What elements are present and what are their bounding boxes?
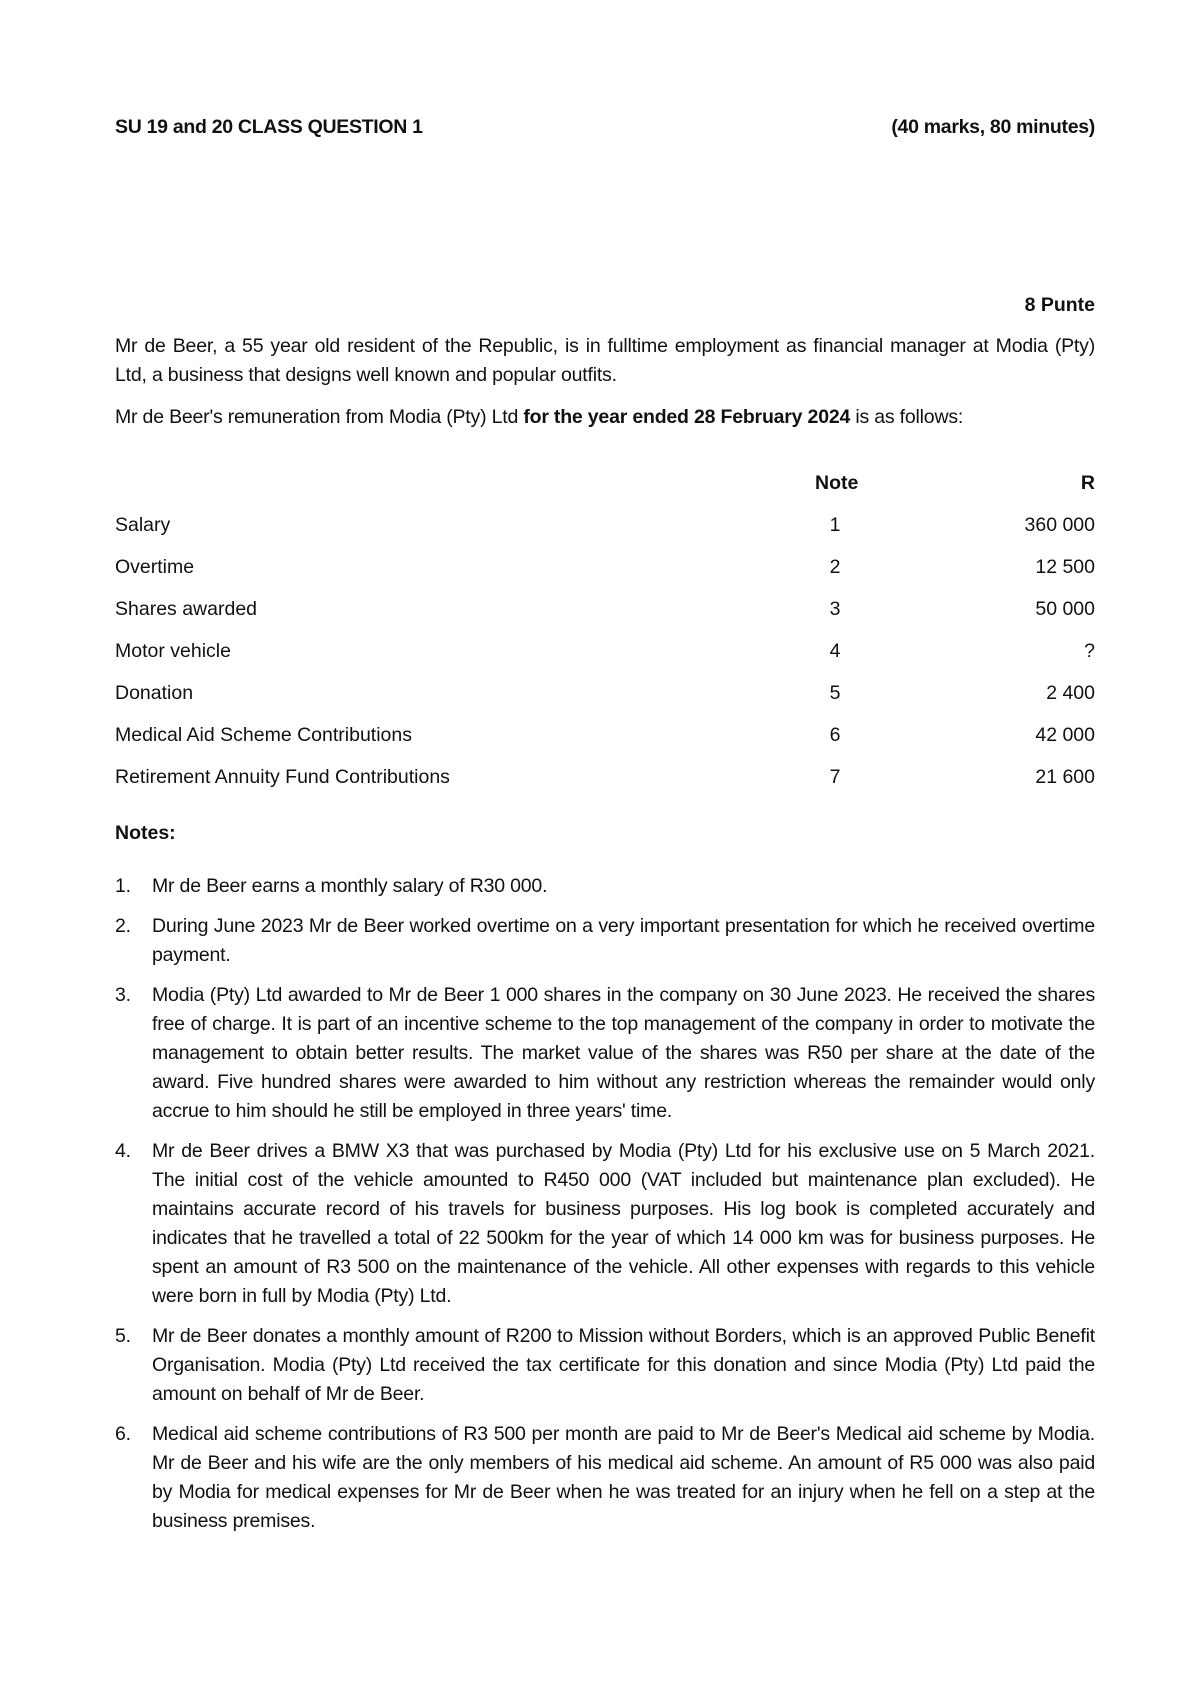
intro-paragraph: Mr de Beer, a 55 year old resident of the Republic, is in fulltime employment as financial manager at Modia (Pty) Ltd, a business that designs well known and popular outfits.	[115, 335, 1095, 386]
note-item	[115, 1420, 1095, 1536]
table-row	[115, 514, 1095, 556]
note-number: 4.	[115, 1140, 131, 1162]
row-label: Medical Aid Scheme Contributions	[115, 724, 412, 746]
remuneration-period: for the year ended 28 February 2024	[523, 406, 851, 428]
note-number: 2.	[115, 915, 131, 937]
note-number: 5.	[115, 1325, 131, 1347]
row-amount: 12 500	[1035, 556, 1095, 578]
row-note: 6	[829, 724, 841, 746]
header-note: Note	[815, 472, 859, 494]
question-title: SU 19 and 20 CLASS QUESTION 1	[115, 116, 423, 138]
note-item	[115, 981, 1095, 1126]
table-row	[115, 682, 1095, 724]
table-row	[115, 556, 1095, 598]
row-amount: 21 600	[1035, 766, 1095, 788]
question-header	[115, 116, 1095, 139]
remuneration-intro-start: Mr de Beer's remuneration from Modia (Pty) Ltd	[115, 406, 524, 428]
row-note: 1	[829, 514, 841, 536]
notes-list	[115, 872, 1095, 1547]
row-label: Retirement Annuity Fund Contributions	[115, 766, 450, 788]
row-amount: ?	[1084, 640, 1095, 662]
table-row	[115, 598, 1095, 640]
remuneration-intro	[115, 403, 1095, 432]
remuneration-intro-end: is as follows:	[850, 406, 964, 428]
table-row	[115, 766, 1095, 808]
row-amount: 360 000	[1024, 514, 1095, 536]
header-amount: R	[1080, 472, 1095, 494]
row-amount: 50 000	[1035, 598, 1095, 620]
note-number: 3.	[115, 984, 131, 1006]
row-label: Motor vehicle	[115, 640, 231, 662]
row-note: 7	[829, 766, 841, 788]
note-text: Mr de Beer donates a monthly amount of R200 to Mission without Borders, which is an approved Public Benefit Organisation. Modia (Pty) Ltd received the tax certificate for this donation and since Modia (Pty) Ltd paid the amount on behalf of Mr de Beer.	[152, 1325, 1095, 1405]
row-label: Donation	[115, 682, 194, 704]
row-label: Salary	[115, 514, 171, 536]
row-note: 5	[829, 682, 841, 704]
points-label: 8 Punte	[1024, 294, 1095, 316]
row-amount: 2 400	[1046, 682, 1095, 704]
row-note: 4	[829, 640, 841, 662]
note-item	[115, 1137, 1095, 1311]
note-number: 6.	[115, 1423, 131, 1445]
row-label: Overtime	[115, 556, 195, 578]
notes-heading: Notes:	[115, 822, 176, 844]
note-text: Modia (Pty) Ltd awarded to Mr de Beer 1 000 shares in the company on 30 June 2023. He received the shares free of charge. It is part of an incentive scheme to the top management of the company in order to motivate the management to obtain better results. The market value of the shares was R50 per share at the date of the award. Five hundred shares were awarded to him without any restriction whereas the remainder would only accrue to him should he still be employed in three years' time.	[152, 984, 1095, 1122]
note-item	[115, 872, 1095, 901]
note-item	[115, 912, 1095, 970]
row-label: Shares awarded	[115, 598, 258, 620]
note-item	[115, 1322, 1095, 1409]
note-number: 1.	[115, 875, 131, 897]
note-text: Medical aid scheme contributions of R3 500 per month are paid to Mr de Beer's Medical aid scheme by Modia. Mr de Beer and his wife are the only members of his medical aid scheme. An amount of R5 000 was also paid by Modia for medical expenses for Mr de Beer when he was treated for an injury when he fell on a step at the business premises.	[152, 1423, 1095, 1532]
table-row	[115, 724, 1095, 766]
table-header-row	[115, 472, 1095, 514]
note-text: Mr de Beer earns a monthly salary of R30 000.	[152, 875, 548, 897]
table-row	[115, 640, 1095, 682]
row-note: 2	[829, 556, 841, 578]
row-amount: 42 000	[1035, 724, 1095, 746]
question-marks: (40 marks, 80 minutes)	[891, 116, 1095, 138]
row-note: 3	[829, 598, 841, 620]
note-text: During June 2023 Mr de Beer worked overtime on a very important presentation for which he received overtime payment.	[152, 915, 1095, 966]
note-text: Mr de Beer drives a BMW X3 that was purchased by Modia (Pty) Ltd for his exclusive use on 5 March 2021. The initial cost of the vehicle amounted to R450 000 (VAT included but maintenance plan excluded). He maintains accurate record of his travels for business purposes. His log book is completed accurately and indicates that he travelled a total of 22 500km for the year of which 14 000 km was for business purposes. He spent an amount of R3 500 on the maintenance of the vehicle. All other expenses with regards to this vehicle were born in full by Modia (Pty) Ltd.	[152, 1140, 1095, 1307]
remuneration-table	[115, 472, 1095, 808]
